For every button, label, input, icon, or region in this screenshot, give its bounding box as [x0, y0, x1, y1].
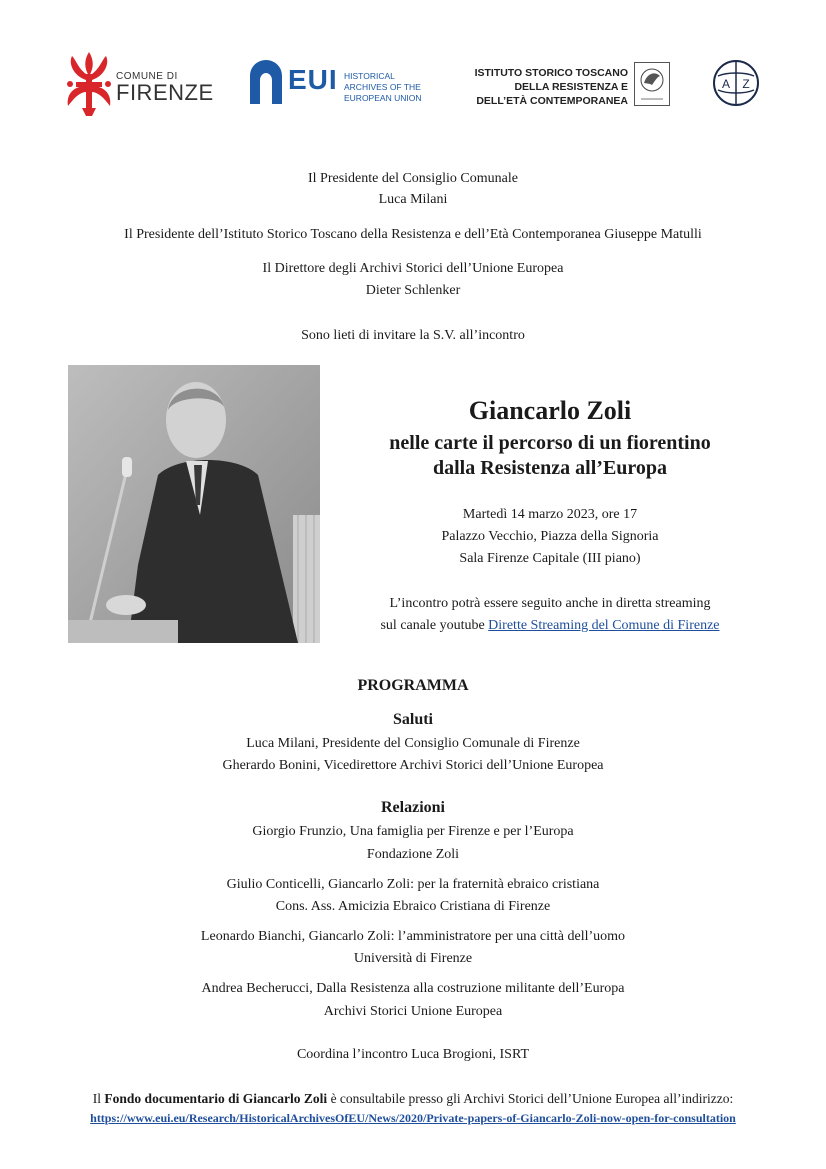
comune-di-firenze-logo: [64, 50, 214, 120]
footer-note: [0, 1090, 826, 1108]
event-title: Giancarlo Zoli: [468, 396, 632, 425]
event-room: Sala Firenze Capitale (III piano): [459, 551, 641, 566]
isrt-line: DELL’ETÀ CONTEMPORANEA: [476, 95, 628, 107]
isrt-logo: [472, 62, 672, 112]
intro-line-presidente-isrt: Il Presidente dell’Istituto Storico Toscano della Resistenza e dell’Età Contemporanea Giuseppe Matulli: [124, 227, 702, 242]
intro-line-schlenker: Dieter Schlenker: [365, 283, 461, 298]
relazione-org: Fondazione Zoli: [366, 847, 460, 862]
intro-line-direttore-archivi: Il Direttore degli Archivi Storici dell’Unione Europea: [262, 261, 564, 276]
footer-url-link[interactable]: https://www.eui.eu/Research/HistoricalArchivesOfEU/News/2020/Private-papers-of-Giancarlo-Zoli-now-open-for-consultation: [90, 1111, 736, 1125]
youtube-streaming-link[interactable]: Dirette Streaming del Comune di Firenze: [488, 618, 720, 633]
eui-desc-line: EUROPEAN UNION: [344, 93, 422, 103]
intro-line-invito: Sono lieti di invitare la S.V. all’incontro: [301, 328, 525, 343]
saluto-item: Luca Milani, Presidente del Consiglio Comunale di Firenze: [246, 736, 580, 751]
relazione-org: Cons. Ass. Amicizia Ebraico Cristiana di Firenze: [275, 899, 551, 914]
saluto-item: Gherardo Bonini, Vicedirettore Archivi Storici dell’Unione Europea: [222, 758, 604, 773]
eui-description: [344, 71, 421, 104]
footer-url-line: [0, 1109, 826, 1127]
isrt-emblem-icon: [634, 62, 670, 106]
isrt-line: ISTITUTO STORICO TOSCANO: [474, 67, 628, 79]
az-logo: [712, 58, 760, 108]
az-letter-a: A: [721, 77, 731, 91]
event-place: Palazzo Vecchio, Piazza della Signoria: [441, 529, 659, 544]
az-letter-z: Z: [742, 77, 750, 91]
eui-mark: EUI: [288, 64, 338, 95]
giancarlo-zoli-photo: [68, 365, 320, 643]
intro-line-milani: Luca Milani: [378, 192, 448, 207]
event-subtitle-2: dalla Resistenza all’Europa: [432, 457, 668, 479]
streaming-line-2: [340, 615, 760, 637]
event-subtitle-1: nelle carte il percorso di un fiorentino: [389, 432, 711, 454]
streaming-line-1: L’incontro potrà essere seguito anche in diretta streaming: [389, 596, 711, 611]
footer-prefix: Il: [92, 1091, 102, 1106]
coordinatore: Coordina l’incontro Luca Brogioni, ISRT: [296, 1047, 530, 1062]
firenze-logo-small-text: COMUNE DI: [116, 71, 178, 82]
event-date: Martedì 14 marzo 2023, ore 17: [462, 507, 638, 522]
programma-heading: PROGRAMMA: [357, 677, 469, 694]
relazione-org: Università di Firenze: [353, 951, 473, 966]
footer-bold: Fondo documentario di Giancarlo Zoli: [104, 1091, 328, 1106]
isrt-line: DELLA RESISTENZA E: [514, 81, 628, 93]
relazione-talk: Andrea Becherucci, Dalla Resistenza alla costruzione militante dell’Europa: [201, 981, 625, 996]
eui-desc-line: ARCHIVES OF THE: [344, 82, 421, 92]
relazioni-heading: Relazioni: [381, 799, 445, 816]
intro-line-presidente-consiglio: Il Presidente del Consiglio Comunale: [308, 171, 518, 186]
relazione-talk: Leonardo Bianchi, Giancarlo Zoli: l’amministratore per una città dell’uomo: [200, 929, 626, 944]
eui-logo: [248, 60, 438, 110]
eui-desc-line: HISTORICAL: [344, 71, 395, 81]
footer-suffix: è consultabile presso gli Archivi Storici dell’Unione Europea all’indirizzo:: [330, 1091, 734, 1106]
isrt-name: [475, 66, 628, 108]
eui-building-icon: [248, 60, 284, 104]
relazione-talk: Giulio Conticelli, Giancarlo Zoli: per la fraternità ebraico cristiana: [226, 877, 600, 892]
relazione-org: Archivi Storici Unione Europea: [323, 1004, 503, 1019]
florence-lily-icon: [64, 50, 114, 120]
streaming-prefix: sul canale youtube: [380, 618, 485, 633]
firenze-logo-big-text: FIRENZE: [116, 80, 214, 105]
saluti-heading: Saluti: [392, 711, 433, 728]
relazione-talk: Giorgio Frunzio, Una famiglia per Firenze e per l’Europa: [252, 824, 574, 839]
